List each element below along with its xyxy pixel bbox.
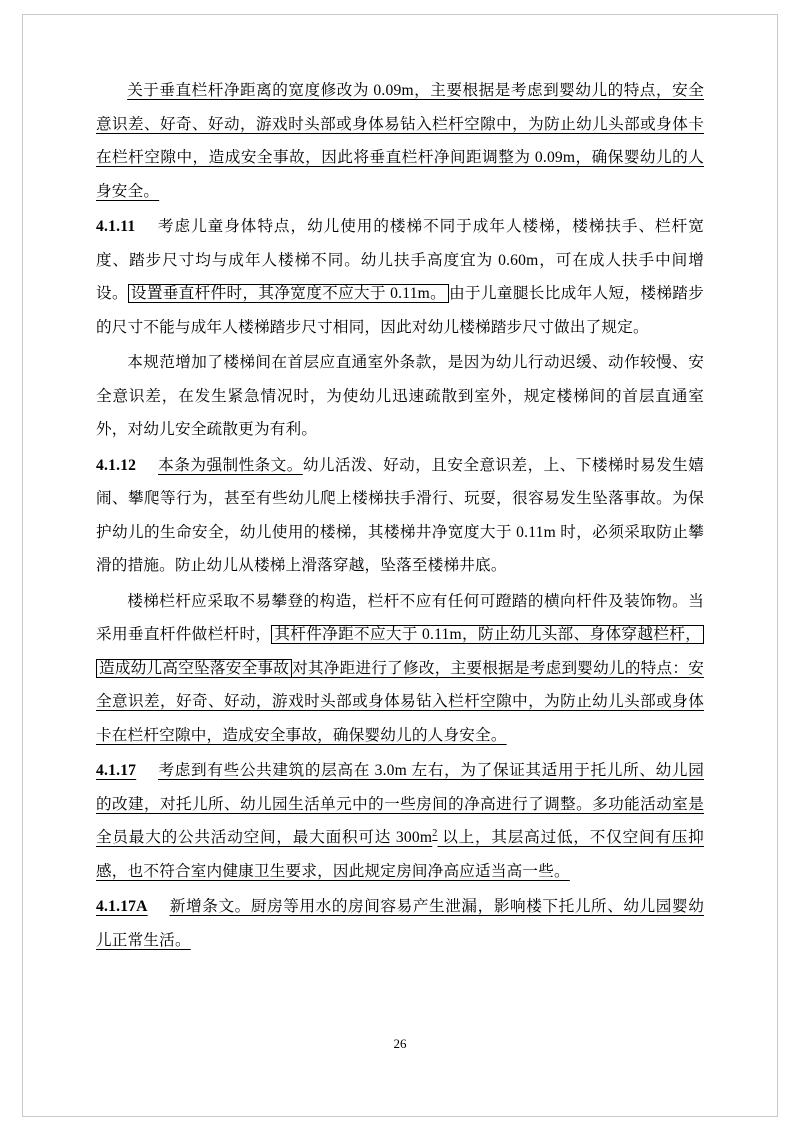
highlight-box-vertical-member-width: 设置垂直杆件时，其净宽度不应大于 0.11m。 [128, 284, 449, 303]
highlight-box-member-clear-distance: 其杆件净距不应大于 0.11m，防止幼儿头部、身体穿越栏杆，造成幼儿高空坠落安全事故 [96, 625, 704, 678]
clause-4-1-17-text-part2: 以上，其层高过低，不仅空间有压抑感，也不符合室内健康卫生要求，因此规定房间净高应适当高一些。 [96, 829, 704, 880]
paragraph-railing-construction [96, 585, 704, 753]
paragraph-clause-4-1-12 [96, 449, 704, 583]
paragraph-clause-4-1-17 [96, 754, 704, 888]
clause-number-4-1-17A: 4.1.17A [96, 898, 148, 915]
clause-4-1-12-text: 幼儿活泼、好动，且安全意识差，上、下楼梯时易发生嬉闹、攀爬等行为，甚至有些幼儿爬上楼梯扶手滑行、玩耍，很容易发生坠落事故。为保护幼儿的生命安全，幼儿使用的楼梯，其楼梯井净宽度大于 0.11m 时，必须采取防止攀滑的措施。防止幼儿从楼梯上滑落穿越，坠落至楼梯井底。 [96, 456, 704, 574]
clause-4-1-11-text-before: 考虑儿童身体特点，幼儿使用的楼梯不同于成年人楼梯，楼梯扶手、栏杆宽度、踏步尺寸均与成年人楼梯不同。幼儿扶手高度宜为 0.60m，可在成人扶手中间增设。 [96, 218, 704, 302]
railing-text-after: 对其净距进行了修改，主要根据是考虑到婴幼儿的特点：安全意识差，好奇、好动，游戏时头部或身体易钻入栏杆空隙中，为防止幼儿头部或身体卡在栏杆空隙中，造成安全事故，确保婴幼儿的人身安全。 [96, 659, 704, 744]
superscript-square-meter: 2 [432, 827, 438, 839]
clause-4-1-11-text-after: 由于儿童腿长比成年人短，楼梯踏步的尺寸不能与成年人楼梯踏步尺寸相同，因此对幼儿楼梯踏步尺寸做出了规定。 [96, 285, 705, 336]
paragraph-clause-4-1-11 [96, 210, 704, 344]
page-number: 26 [393, 1036, 407, 1051]
mandatory-clause-note: 本条为强制性条文。 [158, 456, 303, 474]
paragraph-stairwell-ground-floor: 本规范增加了楼梯间在首层应直通室外条款，是因为幼儿行动迟缓、动作较慢、安全意识差，在发生紧急情况时，为使幼儿迅速疏散到室外，规定楼梯间的首层直通室外，对幼儿安全疏散更为有利。 [96, 354, 704, 438]
clause-4-1-17-text-part1: 考虑到有些公共建筑的层高在 3.0m 左右，为了保证其适用于托儿所、幼儿园的改建，对托儿所、幼儿园生活单元中的一些房间的净高进行了调整。多功能活动室是全员最大的公共活动空间，最大面积可达 300m [96, 762, 704, 846]
clause-number-4-1-17: 4.1.17 [96, 762, 137, 779]
railing-text-before: 楼梯栏杆应采取不易攀登的构造，栏杆不应有任何可蹬踏的横向杆件及装饰物。当采用垂直杆件做栏杆时， [96, 592, 704, 643]
document-body [96, 74, 704, 959]
paragraph-vertical-rail-spacing: 关于垂直栏杆净距离的宽度修改为 0.09m，主要根据是考虑到婴幼儿的特点，安全意识差、好奇、好动，游戏时头部或身体易钻入栏杆空隙中，为防止幼儿头部或身体卡在栏杆空隙中，造成安全事故，因此将垂直栏杆净间距调整为 0.09m，确保婴幼儿的人身安全。 [96, 82, 704, 200]
clause-number-4-1-12: 4.1.12 [96, 456, 137, 474]
clause-number-4-1-11: 4.1.11 [96, 218, 136, 235]
clause-4-1-17A-text: 新增条文。厨房等用水的房间容易产生泄漏，影响楼下托儿所、幼儿园婴幼儿正常生活。 [96, 898, 704, 949]
paragraph-clause-4-1-17A [96, 890, 704, 957]
